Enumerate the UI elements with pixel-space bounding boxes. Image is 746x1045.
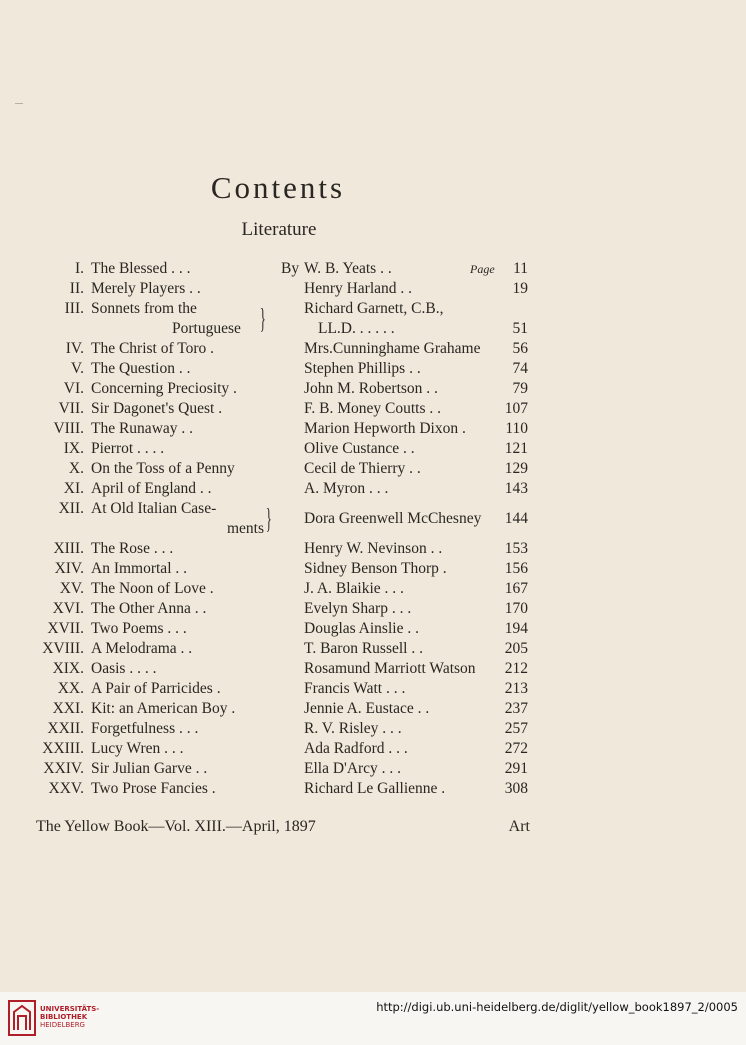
entry-number: VII.	[58, 400, 84, 417]
entry-author: Richard Garnett, C.B.,	[304, 300, 444, 317]
entry-number: XXV.	[48, 780, 84, 797]
entry-number: II.	[69, 280, 84, 297]
entry-number: XVIII.	[42, 640, 84, 657]
entry-page: 194	[504, 620, 528, 637]
library-logo-icon	[8, 1000, 36, 1036]
toc-entry	[0, 600, 746, 620]
entry-number: XIX.	[52, 660, 84, 677]
library-name-line2: BIBLIOTHEK	[40, 1013, 88, 1021]
entry-number: VIII.	[53, 420, 84, 437]
entry-number: XIV.	[54, 560, 84, 577]
footer-journal-info: The Yellow Book—Vol. XIII.—April, 1897	[36, 818, 316, 835]
brace-mark: }	[259, 304, 266, 335]
entry-number: XX.	[57, 680, 84, 697]
source-url[interactable]: http://digi.ub.uni-heidelberg.de/diglit/yellow_book1897_2/0005	[376, 1000, 738, 1014]
entry-title: Two Poems . . .	[91, 620, 187, 637]
toc-entry	[0, 660, 746, 680]
toc-entry	[0, 440, 746, 460]
entry-author: Cecil de Thierry . .	[304, 460, 421, 477]
entry-page: 156	[504, 560, 528, 577]
entry-number: IV.	[65, 340, 84, 357]
entry-title-continued: ments	[227, 520, 265, 537]
entry-title: A Melodrama . .	[91, 640, 193, 657]
entry-by: By	[281, 260, 300, 277]
entry-title: A Pair of Parricides .	[91, 680, 221, 697]
entry-page: 19	[512, 280, 528, 297]
page-label: Page	[470, 262, 495, 276]
entry-number: XI.	[63, 480, 84, 497]
entry-author: W. B. Yeats . .	[304, 260, 392, 277]
entry-author-continued: LL.D. . . . . .	[318, 320, 395, 337]
toc-entry	[0, 380, 746, 400]
toc-entry	[0, 780, 746, 800]
entry-title: Concerning Preciosity .	[91, 380, 237, 397]
entry-title: The Blessed . . .	[91, 260, 191, 277]
brace-mark: }	[265, 504, 272, 535]
entry-author: Ada Radford . . .	[304, 740, 408, 757]
entry-title: Sir Dagonet's Quest .	[91, 400, 223, 417]
entry-title: Forgetfulness . . .	[91, 720, 199, 737]
toc-entry	[0, 420, 746, 440]
entry-title: April of England . .	[91, 480, 212, 497]
entry-author: Dora Greenwell McChesney	[304, 510, 482, 527]
entry-author: Henry Harland . .	[304, 280, 413, 297]
entry-author: A. Myron . . .	[304, 480, 389, 497]
entry-page: 56	[512, 340, 528, 357]
entry-number: XVI.	[52, 600, 84, 617]
entry-page: 308	[504, 780, 528, 797]
entry-number: XII.	[58, 500, 84, 517]
entry-number: XVII.	[47, 620, 84, 637]
entry-page: 272	[504, 740, 528, 757]
entry-author: T. Baron Russell . .	[304, 640, 423, 657]
entry-page: 143	[504, 480, 528, 497]
page-title: Contents	[210, 170, 346, 205]
entry-page: 153	[504, 540, 528, 557]
entry-author: J. A. Blaikie . . .	[304, 580, 404, 597]
entry-page: 167	[504, 580, 528, 597]
entry-author: Mrs.Cunninghame Grahame	[304, 340, 481, 357]
entry-page: 257	[504, 720, 528, 737]
library-name-line1: UNIVERSITÄTS-	[40, 1005, 100, 1013]
entry-number: XIII.	[53, 540, 84, 557]
entry-number: XXII.	[47, 720, 84, 737]
entry-page: 51	[512, 320, 528, 337]
entry-page: 79	[512, 380, 528, 397]
toc-entry	[0, 360, 746, 380]
toc-entry	[0, 540, 746, 560]
entry-author: John M. Robertson . .	[304, 380, 438, 397]
toc-entry	[0, 620, 746, 640]
entry-author: Stephen Phillips . .	[304, 360, 421, 377]
toc-entry	[0, 760, 746, 780]
margin-mark	[15, 103, 23, 104]
entry-author: Sidney Benson Thorp .	[304, 560, 447, 577]
entry-title: The Other Anna . .	[91, 600, 207, 617]
entry-page: 212	[504, 660, 528, 677]
entry-number: X.	[68, 460, 84, 477]
entry-number: V.	[70, 360, 84, 377]
toc-entry	[0, 460, 746, 480]
entry-title: An Immortal . .	[91, 560, 187, 577]
entry-page: 110	[505, 420, 528, 437]
entry-title: Oasis . . . .	[91, 660, 157, 677]
entry-author: R. V. Risley . . .	[304, 720, 402, 737]
toc-entry	[0, 580, 746, 600]
entry-page: 291	[504, 760, 528, 777]
toc-entry	[0, 280, 746, 300]
entry-page: 121	[504, 440, 528, 457]
toc-entry	[0, 260, 746, 280]
entry-title: The Question . .	[91, 360, 191, 377]
toc-entry	[0, 640, 746, 660]
toc-entry	[0, 480, 746, 500]
entry-page: 107	[504, 400, 528, 417]
entry-page: 74	[512, 360, 528, 377]
toc-entry	[0, 300, 746, 337]
entry-author: Jennie A. Eustace . .	[304, 700, 430, 717]
footer-section-label: Art	[508, 818, 530, 835]
entry-author: F. B. Money Coutts . .	[304, 400, 441, 417]
entry-title: Sir Julian Garve . .	[91, 760, 208, 777]
toc-entry	[0, 500, 746, 537]
section-heading: Literature	[241, 219, 317, 240]
entry-title: At Old Italian Case-	[91, 500, 217, 517]
entry-title: The Christ of Toro .	[91, 340, 215, 357]
entry-author: Ella D'Arcy . . .	[304, 760, 402, 777]
entry-title: Pierrot . . . .	[91, 440, 165, 457]
toc-entry	[0, 400, 746, 420]
toc-entry	[0, 680, 746, 700]
entry-title: Lucy Wren . . .	[91, 740, 184, 757]
entry-page: 11	[513, 260, 528, 277]
entry-number: I.	[74, 260, 84, 277]
entry-author: Douglas Ainslie . .	[304, 620, 419, 637]
entry-author: Henry W. Nevinson . .	[304, 540, 443, 557]
entry-number: XXIII.	[42, 740, 84, 757]
entry-title: The Runaway . .	[91, 420, 194, 437]
entry-title: On the Toss of a Penny	[91, 460, 235, 477]
entry-page: 205	[504, 640, 528, 657]
toc-entry	[0, 740, 746, 760]
entry-title-continued: Portuguese	[172, 320, 241, 337]
entry-number: XXI.	[52, 700, 84, 717]
entry-number: III.	[64, 300, 84, 317]
entry-author: Rosamund Marriott Watson	[304, 660, 476, 677]
entry-number: VI.	[63, 380, 84, 397]
toc-entry	[0, 340, 746, 360]
entry-author: Marion Hepworth Dixon .	[304, 420, 466, 437]
entry-title: Two Prose Fancies .	[91, 780, 216, 797]
toc-entry	[0, 720, 746, 740]
entry-author: Olive Custance . .	[304, 440, 415, 457]
entry-author: Evelyn Sharp . . .	[304, 600, 412, 617]
entry-title: Kit: an American Boy .	[91, 700, 236, 717]
entry-number: XXIV.	[43, 760, 84, 777]
toc-entry	[0, 700, 746, 720]
toc-entry	[0, 560, 746, 580]
library-name	[40, 1005, 99, 1029]
entry-author: Richard Le Gallienne .	[304, 780, 446, 797]
entry-title: Merely Players . .	[91, 280, 201, 297]
entry-page: 144	[504, 510, 528, 527]
entry-title: The Rose . . .	[91, 540, 174, 557]
entry-number: XV.	[59, 580, 84, 597]
entry-page: 129	[504, 460, 528, 477]
library-name-line3: HEIDELBERG	[40, 1021, 85, 1029]
entry-title: Sonnets from the	[91, 300, 197, 317]
entry-page: 213	[504, 680, 528, 697]
entry-number: IX.	[63, 440, 84, 457]
entry-page: 170	[504, 600, 528, 617]
entry-author: Francis Watt . . .	[304, 680, 406, 697]
entry-title: The Noon of Love .	[91, 580, 214, 597]
entry-page: 237	[504, 700, 528, 717]
